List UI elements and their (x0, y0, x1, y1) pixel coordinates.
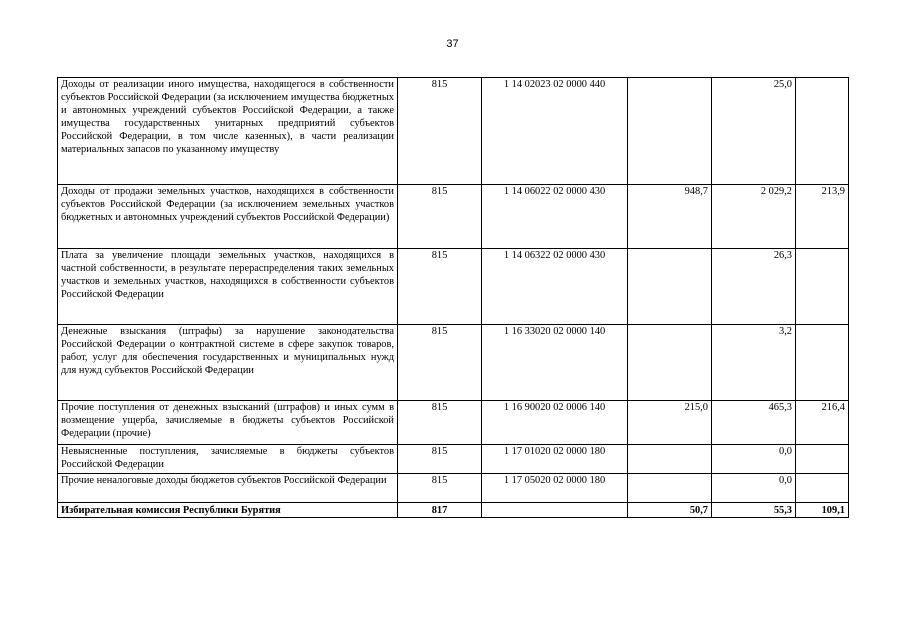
row-value-3 (796, 325, 849, 401)
row-admin-code: 815 (398, 78, 482, 185)
row-value-3: 109,1 (796, 503, 849, 518)
row-value-2: 2 029,2 (712, 185, 796, 249)
row-value-1 (628, 325, 712, 401)
row-admin-code: 815 (398, 445, 482, 474)
table-row (58, 401, 849, 445)
row-description: Избирательная комиссия Республики Бурятия (58, 503, 398, 518)
row-value-1 (628, 474, 712, 503)
row-value-3 (796, 78, 849, 185)
row-value-2: 0,0 (712, 474, 796, 503)
page-number: 37 (446, 38, 459, 50)
row-admin-code: 815 (398, 325, 482, 401)
table-row (58, 325, 849, 401)
table-row (58, 185, 849, 249)
row-classification-code: 1 16 90020 02 0006 140 (482, 401, 628, 445)
row-classification-code: 1 14 06322 02 0000 430 (482, 249, 628, 325)
row-classification-code: 1 16 33020 02 0000 140 (482, 325, 628, 401)
row-value-1: 948,7 (628, 185, 712, 249)
row-classification-code: 1 14 06022 02 0000 430 (482, 185, 628, 249)
row-admin-code: 815 (398, 185, 482, 249)
row-admin-code: 817 (398, 503, 482, 518)
row-classification-code (482, 503, 628, 518)
row-value-1 (628, 249, 712, 325)
row-description: Доходы от реализации иного имущества, находящегося в собственности субъектов Российской Федерации (за исключением имущества бюджетных и автономных учреждений субъектов Российской Федерации, а также имущества государственных унитарных предприятий субъектов Российской Федерации, в том числе казенных), в части реализации материальных запасов по указанному имуществу (58, 78, 398, 185)
row-admin-code: 815 (398, 474, 482, 503)
row-value-2: 465,3 (712, 401, 796, 445)
row-value-1: 215,0 (628, 401, 712, 445)
row-value-1 (628, 445, 712, 474)
row-value-2: 3,2 (712, 325, 796, 401)
table-row-total (58, 503, 849, 518)
row-value-2: 26,3 (712, 249, 796, 325)
row-value-2: 0,0 (712, 445, 796, 474)
row-value-3 (796, 474, 849, 503)
table-row (58, 445, 849, 474)
row-value-3 (796, 445, 849, 474)
row-description: Денежные взыскания (штрафы) за нарушение законодательства Российской Федерации о контрактной системе в сфере закупок товаров, работ, услуг для обеспечения государственных и муниципальных нужд для нужд субъектов Российской Федерации (58, 325, 398, 401)
row-value-1 (628, 78, 712, 185)
row-description: Плата за увеличение площади земельных участков, находящихся в частной собственности, в результате перераспределения таких земельных участков и земельных участков, находящихся в собственности субъектов Российской Федерации (58, 249, 398, 325)
row-value-2: 55,3 (712, 503, 796, 518)
row-description: Прочие поступления от денежных взысканий (штрафов) и иных сумм в возмещение ущерба, зачисляемые в бюджеты субъектов Российской Федерации (прочие) (58, 401, 398, 445)
row-description: Доходы от продажи земельных участков, находящихся в собственности субъектов Российской Федерации (за исключением земельных участков бюджетных и автономных учреждений субъектов Российской Федерации) (58, 185, 398, 249)
row-value-1: 50,7 (628, 503, 712, 518)
row-value-3: 213,9 (796, 185, 849, 249)
row-admin-code: 815 (398, 401, 482, 445)
row-classification-code: 1 17 01020 02 0000 180 (482, 445, 628, 474)
revenue-table (57, 77, 849, 518)
row-value-2: 25,0 (712, 78, 796, 185)
row-classification-code: 1 14 02023 02 0000 440 (482, 78, 628, 185)
row-value-3 (796, 249, 849, 325)
table-row (58, 474, 849, 503)
row-admin-code: 815 (398, 249, 482, 325)
row-value-3: 216,4 (796, 401, 849, 445)
row-description: Прочие неналоговые доходы бюджетов субъектов Российской Федерации (58, 474, 398, 503)
table-row (58, 249, 849, 325)
table-row (58, 78, 849, 185)
row-description: Невыясненные поступления, зачисляемые в бюджеты субъектов Российской Федерации (58, 445, 398, 474)
row-classification-code: 1 17 05020 02 0000 180 (482, 474, 628, 503)
